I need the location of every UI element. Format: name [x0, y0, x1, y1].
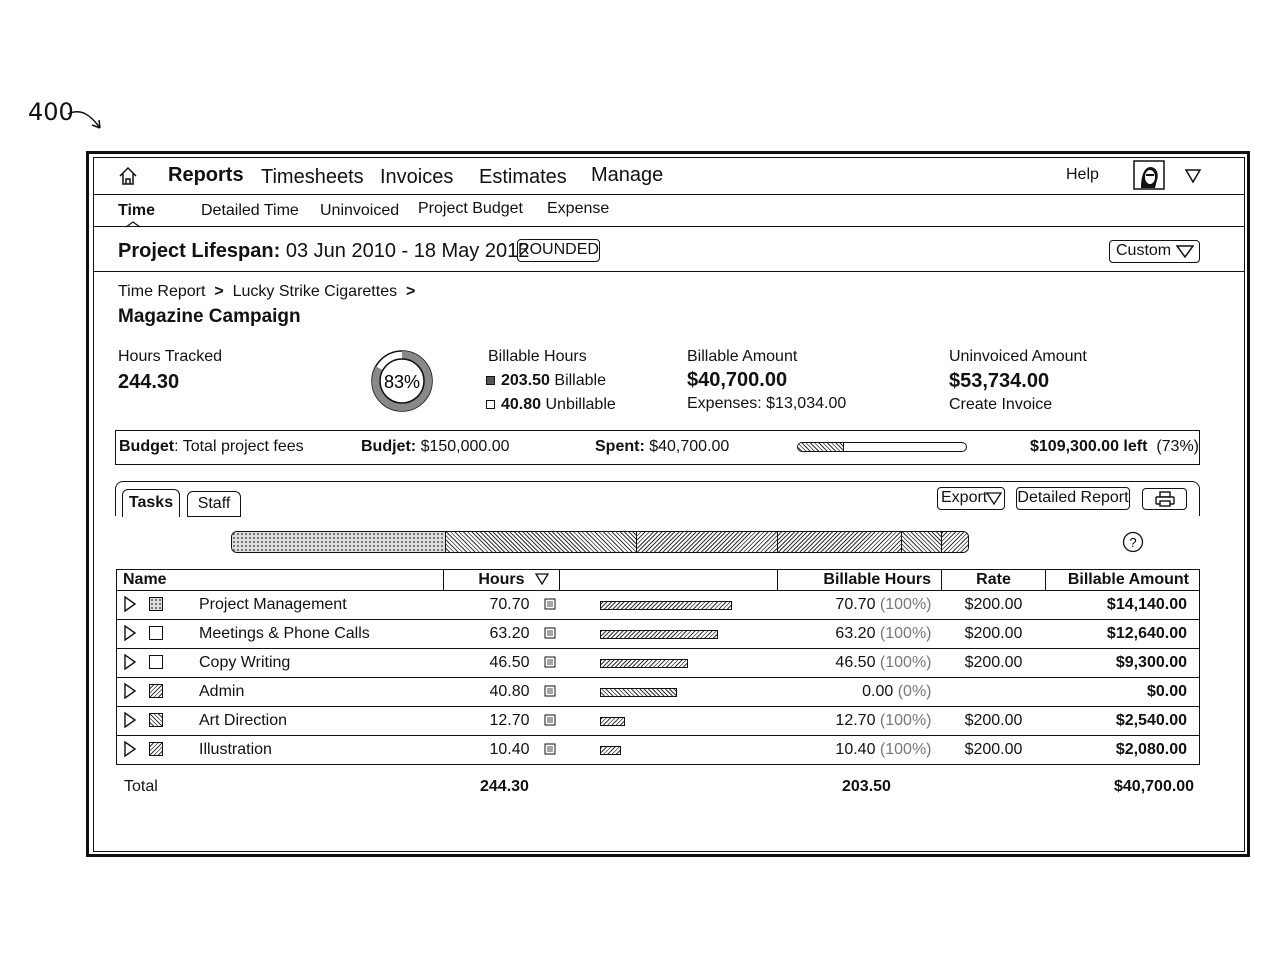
task-hours: 46.50 — [489, 654, 530, 671]
header-divider — [94, 271, 1244, 272]
total-label: Total — [124, 778, 158, 795]
task-rate-cell — [942, 736, 1046, 765]
expand-icon[interactable] — [123, 596, 137, 612]
task-color-swatch-icon — [149, 626, 163, 640]
table-row[interactable] — [117, 707, 1200, 736]
task-bar-cell — [560, 707, 778, 736]
table-row[interactable] — [117, 678, 1200, 707]
col-name-label: Name — [123, 571, 167, 588]
task-amount: $2,080.00 — [1115, 741, 1187, 758]
task-billable-cell — [778, 736, 942, 765]
task-billable-pct: (100%) — [879, 596, 932, 613]
note-icon[interactable] — [544, 656, 556, 668]
task-rate-cell — [942, 707, 1046, 736]
task-billable-hours: 70.70 — [835, 596, 876, 613]
chevron-down-icon — [986, 492, 1002, 505]
account-dropdown-icon[interactable] — [1184, 168, 1202, 184]
task-amount: $14,140.00 — [1106, 596, 1187, 613]
task-hours-bar — [600, 746, 621, 755]
table-row[interactable] — [117, 591, 1200, 620]
create-invoice-link[interactable]: Create Invoice — [949, 396, 1053, 413]
col-rate-label: Rate — [976, 571, 1011, 588]
subnav-expense[interactable]: Expense — [547, 200, 610, 217]
uninvoiced-amount-value: $53,734.00 — [949, 370, 1050, 392]
billable-legend — [486, 372, 606, 390]
task-rate: $200.00 — [964, 741, 1023, 758]
task-amount-cell — [1046, 649, 1200, 678]
nav-estimates[interactable]: Estimates — [479, 166, 567, 188]
expand-icon[interactable] — [123, 741, 137, 757]
task-hours-cell — [444, 649, 560, 678]
table-header-row — [117, 570, 1200, 591]
task-amount: $0.00 — [1146, 683, 1187, 700]
breadcrumb — [118, 283, 415, 301]
expenses-value: Expenses: $13,034.00 — [687, 395, 847, 412]
col-hours-label: Hours — [478, 571, 525, 588]
billable-hours-value: 203.50 — [501, 372, 550, 389]
figure-arrow-icon — [66, 108, 106, 134]
col-hours[interactable] — [444, 570, 560, 591]
budget-spent-value: $40,700.00 — [649, 438, 730, 455]
task-hours: 63.20 — [489, 625, 530, 642]
task-name-cell[interactable] — [117, 678, 444, 707]
budget-left — [1030, 438, 1199, 456]
task-hours: 10.40 — [489, 741, 530, 758]
breadcrumb-arrow-icon: > — [209, 283, 229, 300]
expand-icon[interactable] — [123, 712, 137, 728]
hours-tracked-value: 244.30 — [118, 371, 180, 393]
distribution-segment — [901, 532, 940, 552]
task-color-swatch-icon — [149, 713, 163, 727]
print-button[interactable] — [1142, 488, 1187, 510]
note-icon[interactable] — [544, 714, 556, 726]
task-name-cell[interactable] — [117, 707, 444, 736]
note-icon[interactable] — [544, 743, 556, 755]
nav-manage[interactable]: Manage — [591, 164, 664, 186]
task-billable-hours: 10.40 — [835, 741, 876, 758]
printer-icon — [1155, 491, 1175, 507]
task-rate: $200.00 — [964, 712, 1023, 729]
task-hours: 12.70 — [489, 712, 530, 729]
distribution-segment — [636, 532, 777, 552]
task-name-cell[interactable] — [117, 591, 444, 620]
date-range-value: Custom — [1116, 242, 1172, 259]
col-rate[interactable] — [942, 570, 1046, 591]
task-rate-cell — [942, 591, 1046, 620]
hours-tracked-label: Hours Tracked — [118, 348, 223, 365]
detailed-report-button[interactable]: Detailed Report — [1016, 487, 1130, 510]
nav-invoices[interactable]: Invoices — [380, 166, 454, 188]
task-name: Copy Writing — [199, 654, 291, 671]
task-billable-pct: (0%) — [897, 683, 932, 700]
budget-progress-fill — [798, 443, 844, 451]
task-amount: $2,540.00 — [1115, 712, 1187, 729]
task-rate: $200.00 — [964, 596, 1023, 613]
task-amount-cell — [1046, 591, 1200, 620]
task-name: Art Direction — [199, 712, 288, 729]
user-avatar-icon[interactable] — [1133, 160, 1165, 190]
lifespan-dates: 03 Jun 2010 - 18 May 2012 — [285, 240, 530, 262]
budget-left-value: $109,300.00 left — [1030, 438, 1148, 455]
budget-spent-label: Spent: — [595, 438, 645, 455]
total-billable-amount: $40,700.00 — [1114, 778, 1195, 795]
task-billable-cell — [778, 707, 942, 736]
task-hours-cell — [444, 591, 560, 620]
task-bar-cell — [560, 591, 778, 620]
task-name-cell[interactable] — [117, 736, 444, 765]
col-billable-hours[interactable] — [778, 570, 942, 591]
subnav-project-budget[interactable]: Project Budget — [418, 200, 523, 217]
nav-reports[interactable]: Reports — [168, 164, 244, 186]
subnav-time[interactable]: Time — [118, 202, 156, 219]
task-hours: 70.70 — [489, 596, 530, 613]
task-amount-cell — [1046, 620, 1200, 649]
subnav-divider — [94, 226, 1244, 227]
task-name-cell[interactable] — [117, 649, 444, 678]
task-bar-cell — [560, 736, 778, 765]
task-name: Illustration — [199, 741, 272, 758]
unbillable-hours-value: 40.80 — [501, 396, 542, 413]
task-name: Admin — [199, 683, 245, 700]
subnav-uninvoiced[interactable]: Uninvoiced — [320, 202, 400, 219]
task-color-swatch-icon — [149, 597, 163, 611]
task-billable-pct: (100%) — [879, 654, 932, 671]
distribution-segment — [232, 532, 445, 552]
budget-label — [119, 438, 304, 456]
billable-hours-label: Billable Hours — [488, 348, 587, 365]
project-title: Magazine Campaign — [118, 306, 301, 327]
task-amount: $9,300.00 — [1115, 654, 1187, 671]
task-rate-cell — [942, 620, 1046, 649]
task-rate-cell — [942, 678, 1046, 707]
task-hours-cell — [444, 736, 560, 765]
svg-text:?: ? — [1129, 535, 1137, 550]
distribution-segment — [445, 532, 636, 552]
total-billable-hours: 203.50 — [842, 778, 891, 795]
breadcrumb-time-report[interactable]: Time Report — [118, 283, 206, 300]
col-amount-label: Billable Amount — [1067, 571, 1189, 588]
sort-desc-icon — [535, 573, 549, 585]
task-hours: 40.80 — [489, 683, 530, 700]
budget-total — [361, 438, 510, 456]
expand-icon[interactable] — [123, 625, 137, 641]
figure-label: 400 — [28, 98, 74, 126]
task-distribution-bar — [231, 531, 969, 553]
billable-amount-label: Billable Amount — [687, 348, 798, 365]
breadcrumb-arrow-icon: > — [401, 283, 416, 300]
task-color-swatch-icon — [149, 655, 163, 669]
task-billable-cell — [778, 649, 942, 678]
chevron-down-icon — [1176, 244, 1194, 259]
subnav-detailed-time[interactable]: Detailed Time — [201, 202, 299, 219]
billable-ratio-ring — [369, 348, 435, 414]
col-billable-amount[interactable] — [1046, 570, 1200, 591]
task-color-swatch-icon — [149, 684, 163, 698]
unbillable-text: Unbillable — [545, 396, 616, 413]
task-billable-pct: (100%) — [879, 712, 932, 729]
export-label: Export — [941, 489, 988, 506]
col-name[interactable] — [117, 570, 444, 591]
lifespan-label: Project Lifespan — [118, 240, 274, 262]
task-billable-cell — [778, 591, 942, 620]
tab-staff[interactable]: Staff — [187, 491, 241, 517]
budget-total-value: $150,000.00 — [420, 438, 510, 455]
task-name-cell[interactable] — [117, 620, 444, 649]
task-hours-bar — [600, 659, 688, 668]
export-button[interactable] — [937, 487, 1005, 510]
note-icon[interactable] — [544, 627, 556, 639]
task-amount: $12,640.00 — [1106, 625, 1187, 642]
note-icon[interactable] — [544, 685, 556, 697]
table-row[interactable] — [117, 649, 1200, 678]
task-amount-cell — [1046, 707, 1200, 736]
task-hours-bar — [600, 601, 732, 610]
task-billable-pct: (100%) — [879, 625, 932, 642]
budget-spent — [595, 438, 729, 456]
task-amount-cell — [1046, 678, 1200, 707]
table-row[interactable] — [117, 620, 1200, 649]
task-billable-hours: 46.50 — [835, 654, 876, 671]
task-name: Project Management — [199, 596, 347, 613]
task-billable-cell — [778, 678, 942, 707]
task-billable-pct: (100%) — [879, 741, 932, 758]
task-hours-cell — [444, 707, 560, 736]
task-rate: $200.00 — [964, 625, 1023, 642]
col-billable-label: Billable Hours — [823, 571, 931, 588]
unbillable-swatch-icon — [486, 400, 495, 409]
table-row[interactable] — [117, 736, 1200, 765]
rounded-badge[interactable]: ROUNDED — [517, 239, 600, 262]
task-bar-cell — [560, 620, 778, 649]
active-tab-caret-icon — [126, 221, 140, 229]
task-name: Meetings & Phone Calls — [199, 625, 370, 642]
unbillable-legend — [486, 396, 616, 414]
expand-icon[interactable] — [123, 654, 137, 670]
billable-text: Billable — [554, 372, 606, 389]
col-bar — [560, 570, 778, 591]
nav-divider — [94, 194, 1244, 195]
budget-total-label: Budjet: — [361, 438, 417, 455]
task-billable-hours: 63.20 — [835, 625, 876, 642]
task-bar-cell — [560, 678, 778, 707]
task-rate: $200.00 — [964, 654, 1023, 671]
task-hours-bar — [600, 688, 677, 697]
total-hours: 244.30 — [480, 778, 529, 795]
budget-progress-bar — [797, 442, 967, 452]
billable-swatch-icon — [486, 376, 495, 385]
task-rate-cell — [942, 649, 1046, 678]
tasks-table — [116, 569, 1200, 765]
breadcrumb-client[interactable]: Lucky Strike Cigarettes — [232, 283, 398, 300]
task-bar-cell — [560, 649, 778, 678]
tab-tasks[interactable]: Tasks — [122, 489, 180, 517]
nav-timesheets[interactable]: Timesheets — [261, 166, 364, 188]
task-amount-cell — [1046, 736, 1200, 765]
ring-percent-label: 83% — [383, 372, 421, 392]
expand-icon[interactable] — [123, 683, 137, 699]
distribution-segment — [777, 532, 901, 552]
note-icon[interactable] — [544, 598, 556, 610]
task-billable-cell — [778, 620, 942, 649]
uninvoiced-amount-label: Uninvoiced Amount — [949, 348, 1087, 365]
budget-label-title: Budget — [119, 438, 175, 455]
task-color-swatch-icon — [149, 742, 163, 756]
task-billable-hours: 12.70 — [835, 712, 876, 729]
distribution-segment — [941, 532, 969, 552]
project-lifespan: Project Lifespan: 03 Jun 2010 - 18 May 2012 — [118, 240, 530, 262]
task-hours-bar — [600, 717, 625, 726]
help-link[interactable]: Help — [1066, 166, 1099, 183]
help-icon[interactable] — [1122, 531, 1144, 553]
budget-left-pct: (73%) — [1156, 438, 1199, 455]
home-icon[interactable] — [117, 165, 139, 187]
task-hours-cell — [444, 620, 560, 649]
billable-amount-value: $40,700.00 — [687, 369, 788, 391]
task-hours-cell — [444, 678, 560, 707]
budget-label-suffix: : Total project fees — [174, 438, 304, 455]
task-hours-bar — [600, 630, 718, 639]
task-billable-hours: 0.00 — [862, 683, 894, 700]
date-range-select[interactable] — [1109, 240, 1200, 263]
